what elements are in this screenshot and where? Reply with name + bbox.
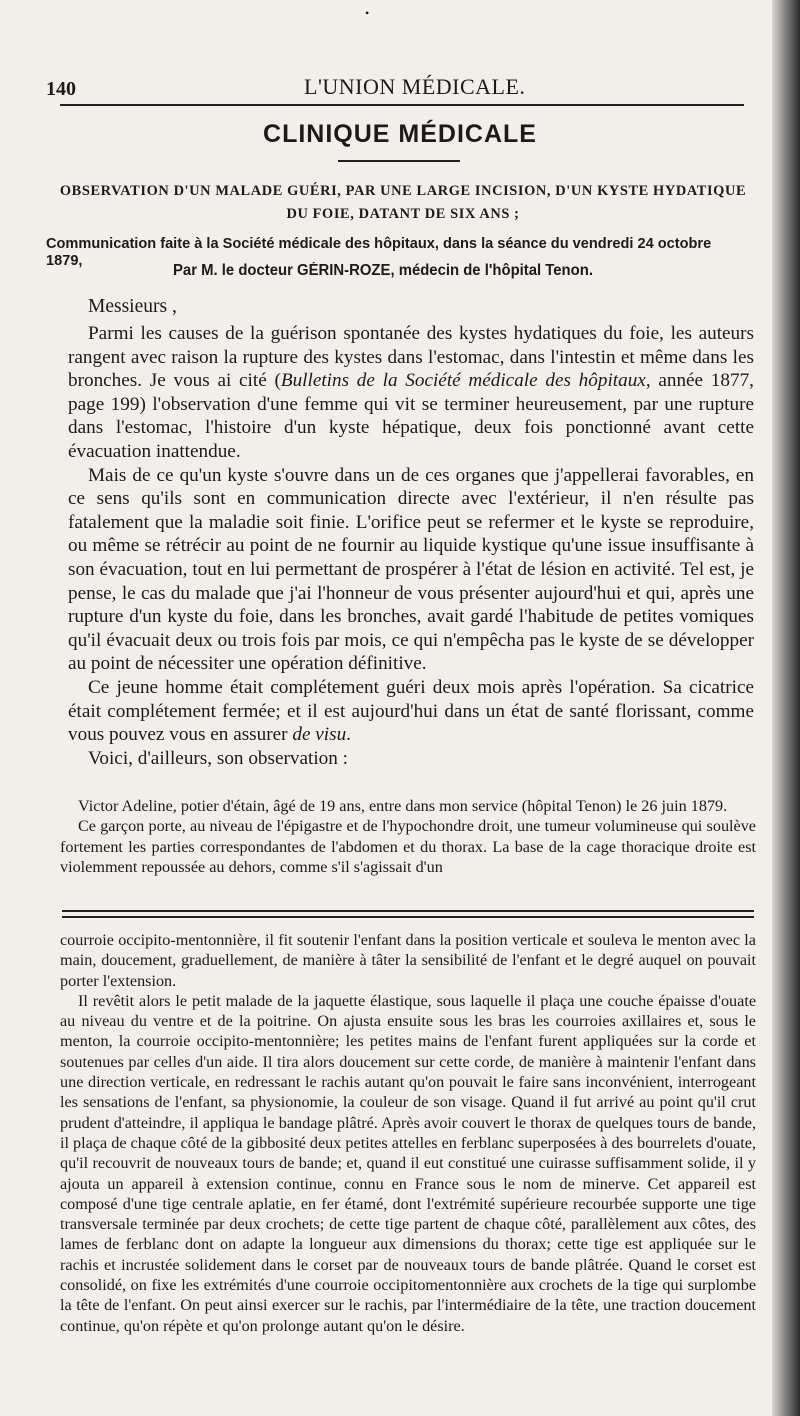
header-rule: [60, 104, 744, 106]
article-body: [68, 322, 754, 770]
ink-dot: •: [365, 6, 370, 20]
de-visu: de visu: [292, 724, 347, 746]
paragraph-3: [68, 676, 754, 747]
observation-title-line-2: DU FOIE, DATANT DE SIX ANS ;: [286, 206, 520, 222]
communication-line: Communication faite à la Société médicale des hôpitaux, dans la séance du vendredi 24 octobre 1879,: [46, 235, 712, 269]
observation-title: [48, 180, 758, 226]
journal-title: L'UNION MÉDICALE.: [304, 74, 526, 99]
paragraph-4: Voici, d'ailleurs, son observation :: [88, 747, 348, 769]
observation-body: [60, 796, 756, 877]
paragraph-1: [68, 322, 754, 464]
paragraph-3-part-a: Ce jeune homme était complétement guéri deux mois après l'opération. Sa cicatrice était complétement fermée; et il est aujourd'hui dans un état de santé florissant, comme vous pouvez vous en assurer: [68, 676, 754, 746]
feuilleton-paragraph-2: Il revêtit alors le petit malade de la jaquette élastique, sous laquelle il plaça une couche épaisse d'ouate au niveau du ventre et de la poitrine. On ajusta ensuite sous les bras les courroies axillaires et, sous le menton, la courroie occipito-mentonnière; les petites mains de l'enfant furent appliquées sur la corde et soutenues par celles d'un aide. Il tira alors doucement sur cette corde, de manière à maintenir l'enfant dans une direction verticale, en redressant le rachis autant qu'on pouvait le faire sans inconvénient, interrogeant les sensations de l'enfant, sa physionomie, la couleur de son visage. Quand il fut arrivé au point qu'il crut prudent d'atteindre, il appliqua le bandage plâtré. Après avoir couvert le thorax de quelques tours de bande, il plaça de chaque côté de la gibbosité deux petites attelles en ferblanc superposées à des bourrelets d'ouate, qu'il recouvrit de nouveaux tours de bande; et, quand il eut constitué une cuirasse suffisamment solide, il y ajouta un appareil à extension continue, connu en France sous le nom de minerve. Cet appareil est composé d'une tige centrale aplatie, en fer étamé, dont l'extrémité supérieure recourbée supporte une tige transversale terminée par deux crochets; de cette tige partent de chaque côté, parallèlement aux côtes, des lames de ferblanc dont on adapte la longueur aux dimensions du thorax; cette tige est appliquée sur le rachis et incrustée solidement dans le corset par de nouveaux tours de bande plâtrée. Quand le corset est consolidé, on fixe les extrémités d'une courroie occipitomentonnière aux crochets de la tige qui surplombe la tête de l'enfant. On peut ainsi exercer sur le rachis, par l'intermédiaire de la tête, une traction doucement continue, qu'on répète et qu'on prolonge autant qu'on le désire.: [60, 991, 757, 1335]
feuilleton-paragraph-1: courroie occipito-mentonnière, il fit soutenir l'enfant dans la position verticale et souleva le menton avec la main, doucement, graduellement, de manière à tâter la sensibilité de l'enfant et le degré auquel on pouvait porter l'extension.: [60, 931, 756, 990]
paragraph-1-part-a: Parmi les causes de la guérison spontanée des kystes hydatiques du foie, les auteurs rangent avec raison la rupture des kystes dans l'estomac, dans l'intestin et même dans les bronches. Je vous ai cité (: [68, 323, 754, 392]
section-title: CLINIQUE MÉDICALE: [263, 120, 537, 148]
book-spine-shadow: [772, 0, 800, 1416]
paragraph-2: Mais de ce qu'un kyste s'ouvre dans un de ces organes que j'appellerai favorables, en ce sens qu'ils sont en communication directe avec l'extérieur, il n'en résulte pas fatalement que la maladie soit finie. L'orifice peut se refermer et le kyste se reproduire, ou même se rétrécir au point de ne fournir au liquide kystique qu'une issue insuffisante à son évacuation, tout en lui permettant de prospérer à l'état de lésion en activité. Tel est, je pense, le cas du malade que j'ai l'honneur de vous présenter aujourd'hui et qui, après une rupture d'un kyste du foie, dans les bronches, avait gardé l'habitude de petites vomiques qu'il évacuait deux ou trois fois par mois, ce qui n'empêcha pas le kyste de se développer au point de nécessiter une opération définitive.: [68, 464, 754, 675]
feuilleton-separator: [62, 910, 754, 918]
bulletins-reference: Bulletins de la Société médicale des hôpitaux: [280, 370, 646, 392]
section-title-rule: [338, 160, 460, 162]
running-head: [46, 72, 746, 102]
paragraph-1-part-b: , année 1877, page 199) l'observation d'une femme qui vit se terminer heureusement, par une rupture dans l'estomac, l'histoire d'un kyste hépatique, deux fois ponctionné avant cette évacuation inattendue.: [68, 370, 754, 462]
observation-title-line-1: OBSERVATION D'UN MALADE GUÉRI, PAR UNE LARGE INCISION, D'UN KYSTE HYDATIQUE: [59, 183, 747, 199]
feuilleton-body: [60, 930, 756, 1336]
author-line: Par M. le docteur GÉRIN-ROZE, médecin de l'hôpital Tenon.: [173, 262, 593, 279]
observation-paragraph-2: Ce garçon porte, au niveau de l'épigastre et de l'hypochondre droit, une tumeur volumineuse qui soulève fortement les parties correspondantes de l'abdomen et du thorax. La base de la cage thoracique droite est violemment repoussée au dehors, comme s'il s'agissait d'un: [60, 817, 756, 876]
paragraph-3-part-b: .: [346, 724, 351, 746]
salutation: Messieurs ,: [88, 296, 177, 317]
observation-paragraph-1: Victor Adeline, potier d'étain, âgé de 19 ans, entre dans mon service (hôpital Tenon) le 26 juin 1879.: [78, 797, 728, 815]
page-number: 140: [46, 78, 76, 100]
